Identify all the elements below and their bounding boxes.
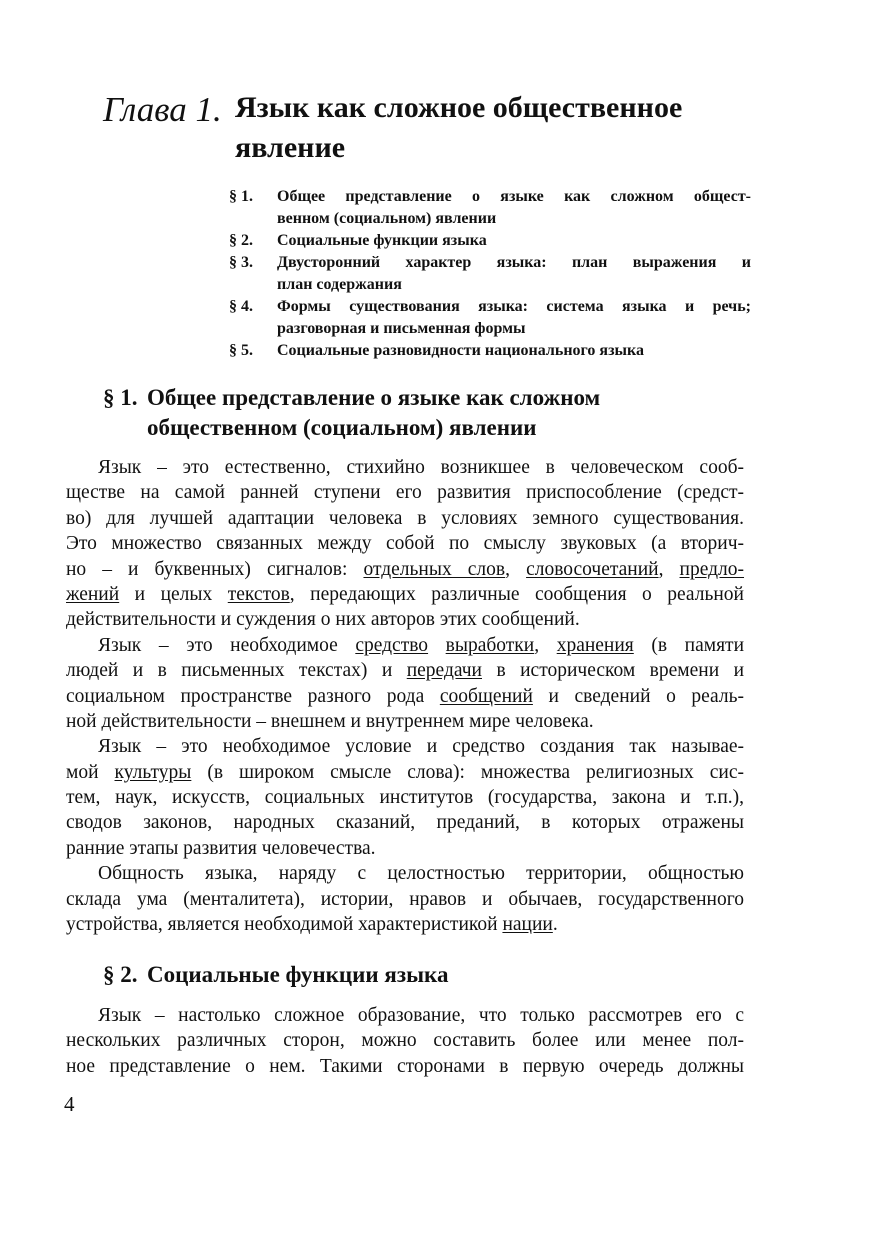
text-line	[66, 912, 744, 937]
section-number: § 2.	[103, 962, 138, 987]
text-line: Это множество связанных между собой по смыслу звуковых (а вторич-	[66, 533, 744, 555]
toc-item-line: Общее представление о языке как сложном общест-	[277, 188, 751, 205]
text-run: ,	[505, 558, 527, 580]
toc-item-number: § 2.	[229, 232, 253, 249]
section-2-heading	[103, 960, 448, 990]
section-2-text	[66, 1003, 744, 1079]
text-run: и целых	[119, 583, 228, 605]
text-line	[66, 582, 744, 607]
text-line: Общность языка, наряду с целостностью территории, общностью	[98, 863, 744, 885]
toc-item-line: разговорная и письменная формы	[277, 320, 526, 337]
text-line: во) для лучшей адаптации человека в условиях земного существования.	[66, 507, 744, 529]
text-line	[66, 760, 744, 785]
text-line: Язык – это необходимое условие и средство создания так называе-	[98, 736, 744, 758]
toc-item-line: Социальные разновидности национального языка	[277, 342, 644, 359]
chapter-title	[235, 88, 755, 168]
text-run: и сведений о реаль-	[532, 685, 744, 707]
section-1-text	[66, 455, 744, 937]
toc-item	[229, 340, 751, 362]
text-run: (в широком смысле слова): множества религиозных сис-	[191, 761, 745, 783]
underlined-term: культуры	[114, 761, 192, 783]
underlined-term: текстов	[227, 583, 290, 605]
underlined-term: сообщений	[439, 685, 533, 707]
text-line	[66, 633, 744, 658]
text-run: в историческом времени и	[482, 660, 745, 682]
underlined-term: передачи	[406, 660, 482, 682]
text-line: Язык – настолько сложное образование, что только рассмотрев его с	[98, 1005, 744, 1026]
underlined-term: жений	[66, 583, 120, 605]
text-line: ществе на самой ранней ступени его развития приспособление (средст-	[66, 482, 744, 504]
text-run: устройства, является необходимой характеристикой	[66, 914, 503, 936]
text-line: Язык – это естественно, стихийно возникшее в человеческом сооб-	[98, 457, 744, 478]
text-run: ,	[534, 634, 557, 656]
text-line: тем, наук, искусств, социальных институтов (государства, закона и т.п.),	[66, 787, 744, 809]
section-title-line: общественном (социальном) явлении	[147, 415, 537, 440]
chapter-title-line: Язык как сложное общественное	[235, 91, 683, 124]
text-line: склада ума (менталитета), истории, нравов и обычаев, государственного	[66, 888, 744, 910]
toc-item-line: Социальные функции языка	[277, 232, 487, 249]
chapter-title-line: явление	[235, 131, 346, 164]
toc-item	[229, 186, 751, 230]
underlined-term: хранения	[556, 634, 634, 656]
toc-item-line: венном (социальном) явлении	[277, 210, 497, 227]
underlined-term: предло-	[679, 558, 745, 580]
underlined-term: средство	[355, 634, 429, 656]
toc-item	[229, 252, 751, 296]
text-run: ,	[658, 558, 680, 580]
text-line: ное представление о нем. Такими сторонами в первую очередь должны	[66, 1055, 744, 1077]
text-run: , передающих различные сообщения о реальной	[289, 583, 744, 605]
section-title-line: Общее представление о языке как сложном	[147, 385, 601, 410]
toc-item	[229, 230, 751, 252]
page-number: 4	[64, 1092, 75, 1116]
toc-item-line: Формы существования языка: система языка и речь;	[277, 298, 751, 315]
toc-item-number: § 4.	[229, 298, 253, 315]
section-number: § 1.	[103, 385, 138, 410]
text-run: (в памяти	[633, 634, 745, 656]
text-line: ранние этапы развития человечества.	[66, 837, 376, 859]
section-title-line: Социальные функции языка	[147, 962, 449, 987]
text-line	[66, 658, 744, 683]
toc-item	[229, 296, 751, 340]
text-line	[66, 557, 744, 582]
text-run: Язык – это необходимое	[98, 634, 356, 656]
underlined-term: нации	[502, 914, 553, 936]
text-line: сводов законов, народных сказаний, преданий, в которых отражены	[66, 812, 744, 834]
underlined-term: словосочетаний	[526, 558, 659, 580]
toc-item-line: Двусторонний характер языка: план выражения и	[277, 254, 751, 271]
toc-item-number: § 3.	[229, 254, 253, 271]
chapter-contents	[229, 186, 751, 362]
text-line: нескольких различных сторон, можно составить более или менее пол-	[66, 1030, 744, 1052]
underlined-term: отдельных слов	[363, 558, 506, 580]
chapter-label: Глава 1.	[103, 90, 222, 129]
underlined-term: выработки	[445, 634, 535, 656]
toc-item-line: план содержания	[277, 276, 402, 293]
text-run: но – и буквенных) сигналов:	[66, 558, 364, 580]
text-run: .	[552, 914, 558, 936]
text-line: действительности и суждения о них авторов этих сообщений.	[66, 609, 580, 631]
text-line: ной действительности – внешнем и внутреннем мире человека.	[66, 710, 594, 732]
toc-item-number: § 1.	[229, 188, 253, 205]
text-run	[428, 635, 446, 656]
toc-item-number: § 5.	[229, 342, 253, 359]
text-run: социальном пространстве разного рода	[66, 685, 440, 707]
section-1-heading	[103, 383, 600, 443]
text-run: мой	[66, 761, 115, 783]
text-run: людей и в письменных текстах) и	[66, 660, 407, 682]
text-line	[66, 684, 744, 709]
